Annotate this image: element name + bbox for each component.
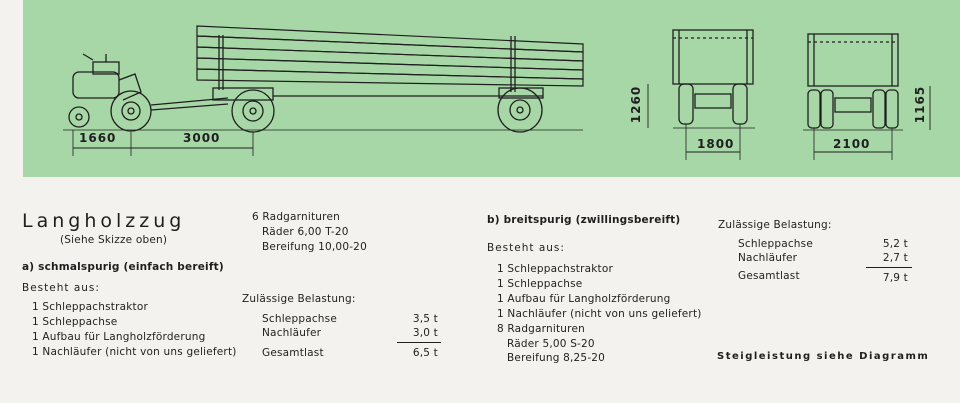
section-a-wheels-line: Bereifung 10,00-20 — [262, 241, 367, 253]
section-a-load-row-value: 3,5 t — [412, 313, 438, 325]
footnote-diagram: Steigleistung siehe Diagramm — [717, 351, 930, 362]
section-b-item: 1 Schleppachse — [497, 278, 583, 290]
section-b-load-row-value: 2,7 t — [882, 252, 908, 264]
technical-drawing — [23, 0, 960, 177]
section-b-sum-rule — [866, 267, 912, 268]
section-a-load-row-label: Gesamtlast — [262, 347, 324, 359]
section-a-wheels-line: 6 Radgarnituren — [252, 211, 340, 223]
section-a-item: 1 Nachläufer (nicht von uns geliefert) — [32, 346, 237, 358]
section-b-item: 1 Aufbau für Langholzförderung — [497, 293, 671, 305]
section-b-load-row-label: Gesamtlast — [738, 270, 800, 282]
section-b-item: 1 Schleppachstraktor — [497, 263, 613, 275]
logs-drawing — [197, 26, 583, 86]
subtitle: (Siehe Skizze oben) — [60, 234, 168, 246]
section-b-item: 8 Radgarnituren — [497, 323, 585, 335]
section-b-load-row-label: Nachläufer — [738, 252, 798, 264]
dim-width-twin-label: 2100 — [833, 137, 871, 151]
section-a-load-row-value: 3,0 t — [412, 327, 438, 339]
dim-height-single-label: 1260 — [629, 85, 644, 124]
section-b-load-label: Zulässige Belastung: — [718, 219, 832, 231]
dim-width-single-label: 1800 — [697, 137, 735, 151]
section-a-load-row-value: 6,5 t — [412, 347, 438, 359]
section-b-heading: b) breitspurig (zwillingsbereift) — [487, 214, 681, 226]
section-b-load-row-value: 5,2 t — [882, 238, 908, 250]
section-b-item: 1 Nachläufer (nicht von uns geliefert) — [497, 308, 702, 320]
drawing-panel — [23, 0, 960, 177]
section-a-load-row-label: Schleppachse — [262, 313, 337, 325]
page-title: Langholzzug — [22, 210, 186, 232]
tractor-drawing — [69, 54, 151, 131]
section-a-heading: a) schmalspurig (einfach bereift) — [22, 261, 224, 273]
section-b-load-row-value: 7,9 t — [882, 272, 908, 284]
dim-trailer-label: 3000 — [183, 131, 221, 145]
section-a-load-label: Zulässige Belastung: — [242, 293, 356, 305]
dim-tractor-label: 1660 — [79, 131, 117, 145]
rear-wheel-drawing — [498, 88, 542, 132]
section-a-sum-rule — [397, 342, 441, 343]
section-a-item: 1 Schleppachstraktor — [32, 301, 148, 313]
section-a-load-row-label: Nachläufer — [262, 327, 322, 339]
section-b-consists-label: Besteht aus: — [487, 242, 565, 254]
section-a-item: 1 Schleppachse — [32, 316, 118, 328]
section-b-load-row-label: Schleppachse — [738, 238, 813, 250]
section-b-item: Räder 5,00 S-20 — [507, 338, 595, 350]
section-b-item: Bereifung 8,25-20 — [507, 352, 606, 364]
section-a-item: 1 Aufbau für Langholzförderung — [32, 331, 206, 343]
section-a-wheels-line: Räder 6,00 T-20 — [262, 226, 349, 238]
section-a-consists-label: Besteht aus: — [22, 282, 100, 294]
dim-height-twin-label: 1165 — [913, 85, 928, 124]
